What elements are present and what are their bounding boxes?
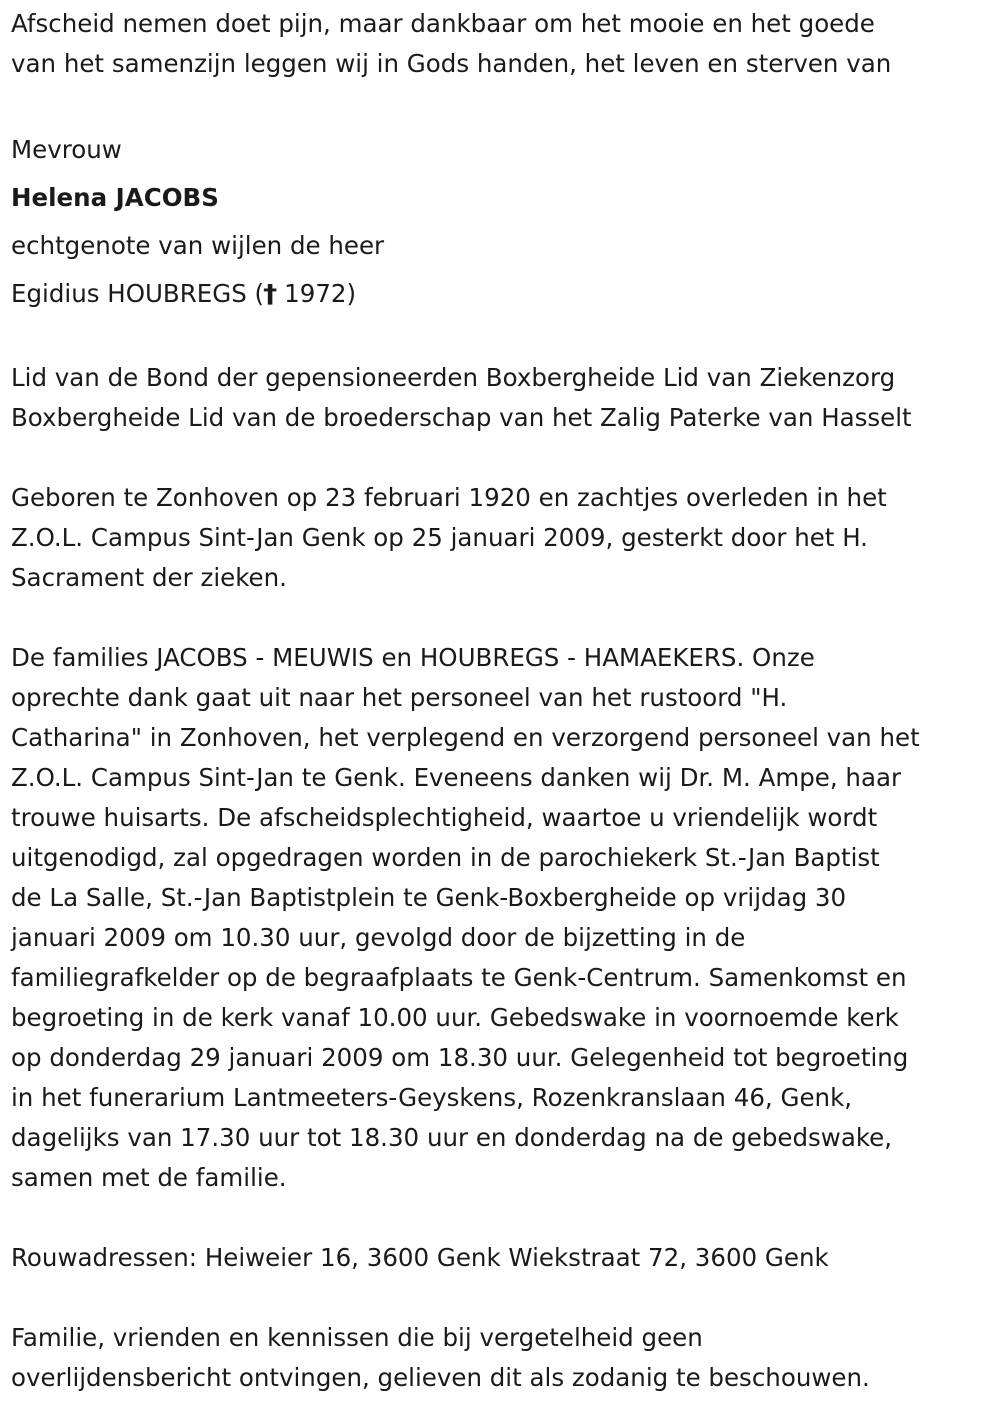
families-line: familiegrafkelder op de begraafplaats te Genk-Centrum. Samenkomst en [11, 963, 907, 992]
paragraph-gap [11, 1278, 990, 1318]
families-line: samen met de familie. [11, 1163, 287, 1192]
relation-line: echtgenote van wijlen de heer [11, 231, 385, 260]
families-line: oprechte dank gaat uit naar het personeel van het rustoord "H. [11, 683, 788, 712]
families-line: begroeting in de kerk vanaf 10.00 uur. Gebedswake in voornoemde kerk [11, 1003, 899, 1032]
salutation: Mevrouw [11, 135, 122, 164]
birth-death-line: Sacrament der zieken. [11, 563, 287, 592]
paragraph-gap [11, 438, 990, 478]
families-line: in het funerarium Lantmeeters-Geyskens, Rozenkranslaan 46, Genk, [11, 1083, 853, 1112]
paragraph-gap [11, 318, 990, 358]
paragraph-gap [11, 1198, 990, 1238]
spouse-death-year: 1972) [276, 279, 357, 308]
families-line: Z.O.L. Campus Sint-Jan te Genk. Eveneens danken wij Dr. M. Ampe, haar [11, 763, 902, 792]
deceased-block [11, 126, 990, 318]
families-line: januari 2009 om 10.30 uur, gevolgd door de bijzetting in de [11, 923, 746, 952]
birth-death-line: Geboren te Zonhoven op 23 februari 1920 en zachtjes overleden in het [11, 483, 887, 512]
families-line: De families JACOBS - MEUWIS en HOUBREGS - HAMAEKERS. Onze [11, 643, 815, 672]
families-line: trouwe huisarts. De afscheidsplechtigheid, waartoe u vriendelijk wordt [11, 803, 878, 832]
families-line: dagelijks van 17.30 uur tot 18.30 uur en donderdag na de gebedswake, [11, 1123, 893, 1152]
paragraph-gap [11, 84, 990, 124]
memberships-line: Boxbergheide Lid van de broederschap van het Zalig Paterke van Hasselt [11, 403, 912, 432]
birth-death-line: Z.O.L. Campus Sint-Jan Genk op 25 januari 2009, gesterkt door het H. [11, 523, 868, 552]
memberships-line: Lid van de Bond der gepensioneerden Boxbergheide Lid van Ziekenzorg [11, 363, 896, 392]
families-line: Catharina" in Zonhoven, het verplegend en verzorgend personeel van het [11, 723, 920, 752]
addresses-line: Rouwadressen: Heiweier 16, 3600 Genk Wiekstraat 72, 3600 Genk [11, 1243, 829, 1272]
families-line: uitgenodigd, zal opgedragen worden in de parochiekerk St.-Jan Baptist [11, 843, 880, 872]
intro-line: van het samenzijn leggen wij in Gods handen, het leven en sterven van [11, 49, 892, 78]
closing-paragraph [11, 1318, 990, 1398]
families-paragraph [11, 638, 990, 1198]
intro-paragraph [11, 4, 990, 84]
cross-icon: † [263, 279, 278, 308]
addresses-paragraph [11, 1238, 990, 1278]
memberships-paragraph [11, 358, 990, 438]
families-line: op donderdag 29 januari 2009 om 18.30 uur. Gelegenheid tot begroeting [11, 1043, 909, 1072]
deceased-name: Helena JACOBS [11, 183, 219, 212]
closing-line: Familie, vrienden en kennissen die bij vergetelheid geen [11, 1323, 703, 1352]
spouse-name: Egidius HOUBREGS ( [11, 279, 265, 308]
paragraph-gap [11, 598, 990, 638]
closing-line: overlijdensbericht ontvingen, gelieven dit als zodanig te beschouwen. [11, 1363, 870, 1392]
birth-death-paragraph [11, 478, 990, 598]
families-line: de La Salle, St.-Jan Baptistplein te Genk-Boxbergheide op vrijdag 30 [11, 883, 847, 912]
spouse-line [11, 270, 990, 318]
intro-line: Afscheid nemen doet pijn, maar dankbaar om het mooie en het goede [11, 9, 875, 38]
